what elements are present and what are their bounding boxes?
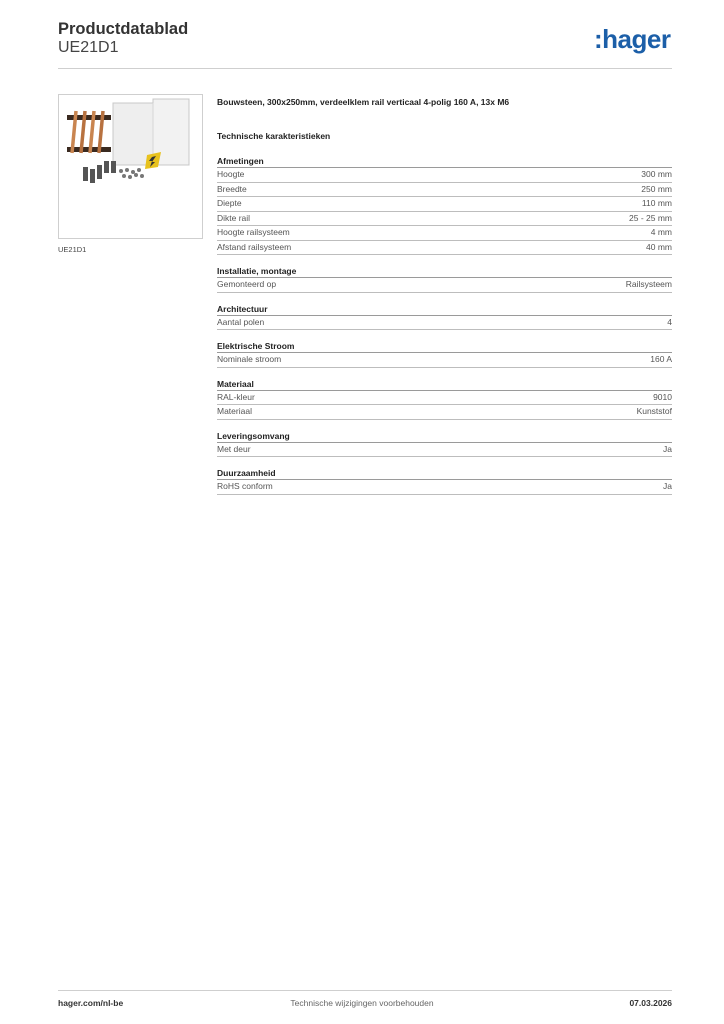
spec-label: RoHS conform [217,481,273,491]
product-description: Bouwsteen, 300x250mm, verdeelklem rail verticaal 4-polig 160 A, 13x M6 [217,97,510,107]
section-architectuur [217,303,672,331]
doc-subtitle: UE21D1 [58,39,119,56]
spec-row [217,391,672,406]
spec-value: 40 mm [646,241,672,252]
hager-logo: :hager [594,24,671,54]
spec-value: 250 mm [641,183,672,194]
section-title: Leveringsomvang [217,430,672,443]
spec-value: 4 [667,316,672,327]
tech-heading: Technische karakteristieken [217,131,331,141]
section-title: Installatie, montage [217,265,672,278]
spec-label: Hoogte railsysteem [217,227,290,237]
section-installatie [217,265,672,293]
spec-label: Afstand railsysteem [217,241,292,252]
footer-note: Technische wijzigingen voorbehouden [290,998,434,1008]
spec-value: Kunststof [636,406,672,416]
spec-value: 9010 [653,391,672,402]
spec-row [217,278,672,293]
spec-content [217,95,672,495]
section-title: Duurzaamheid [217,467,672,480]
spec-value: 4 mm [650,227,672,237]
photo-caption: UE21D1 [58,245,87,254]
section-materiaal [217,378,672,420]
spec-label: Gemonteerd op [217,279,277,289]
spec-label: Breedte [217,183,247,194]
section-title: Materiaal [217,378,672,391]
spec-label: Materiaal [217,406,252,416]
spec-row [217,353,672,368]
spec-row [217,316,672,331]
spec-row [217,405,672,420]
footer-date: 07.03.2026 [629,998,672,1008]
spec-value: 110 mm [641,198,672,208]
spec-value: Railsysteem [625,279,672,289]
spec-row [217,183,672,198]
section-leveringsomvang [217,430,672,458]
doc-title: Productdatablad [58,20,189,38]
spec-row [217,480,672,495]
spec-value: Ja [663,481,672,491]
spec-row [217,443,672,458]
section-elektrische-stroom [217,340,672,368]
section-title: Elektrische Stroom [217,340,672,353]
spec-label: Diepte [217,198,242,208]
header-divider [58,68,672,69]
spec-row [217,241,672,256]
spec-label: Aantal polen [217,316,265,327]
section-afmetingen [217,155,672,255]
footer-url: hager.com/nl-be [58,998,124,1008]
product-kit-illustration [59,95,202,238]
spec-value: 160 A [650,354,672,364]
spec-row [217,197,672,212]
footer-divider [58,990,672,991]
spec-label: Met deur [217,443,251,454]
product-photo [58,94,203,239]
spec-row [217,212,672,227]
section-title: Afmetingen [217,155,672,168]
spec-value: 300 mm [641,169,672,179]
spec-row [217,226,672,241]
section-title: Architectuur [217,303,672,316]
spec-value: Ja [663,443,672,454]
spec-row [217,168,672,183]
section-duurzaamheid [217,467,672,495]
spec-label: RAL-kleur [217,391,255,402]
spec-value: 25 - 25 mm [629,212,672,223]
spec-label: Dikte rail [217,212,251,223]
spec-label: Hoogte [217,169,245,179]
spec-label: Nominale stroom [217,354,282,364]
